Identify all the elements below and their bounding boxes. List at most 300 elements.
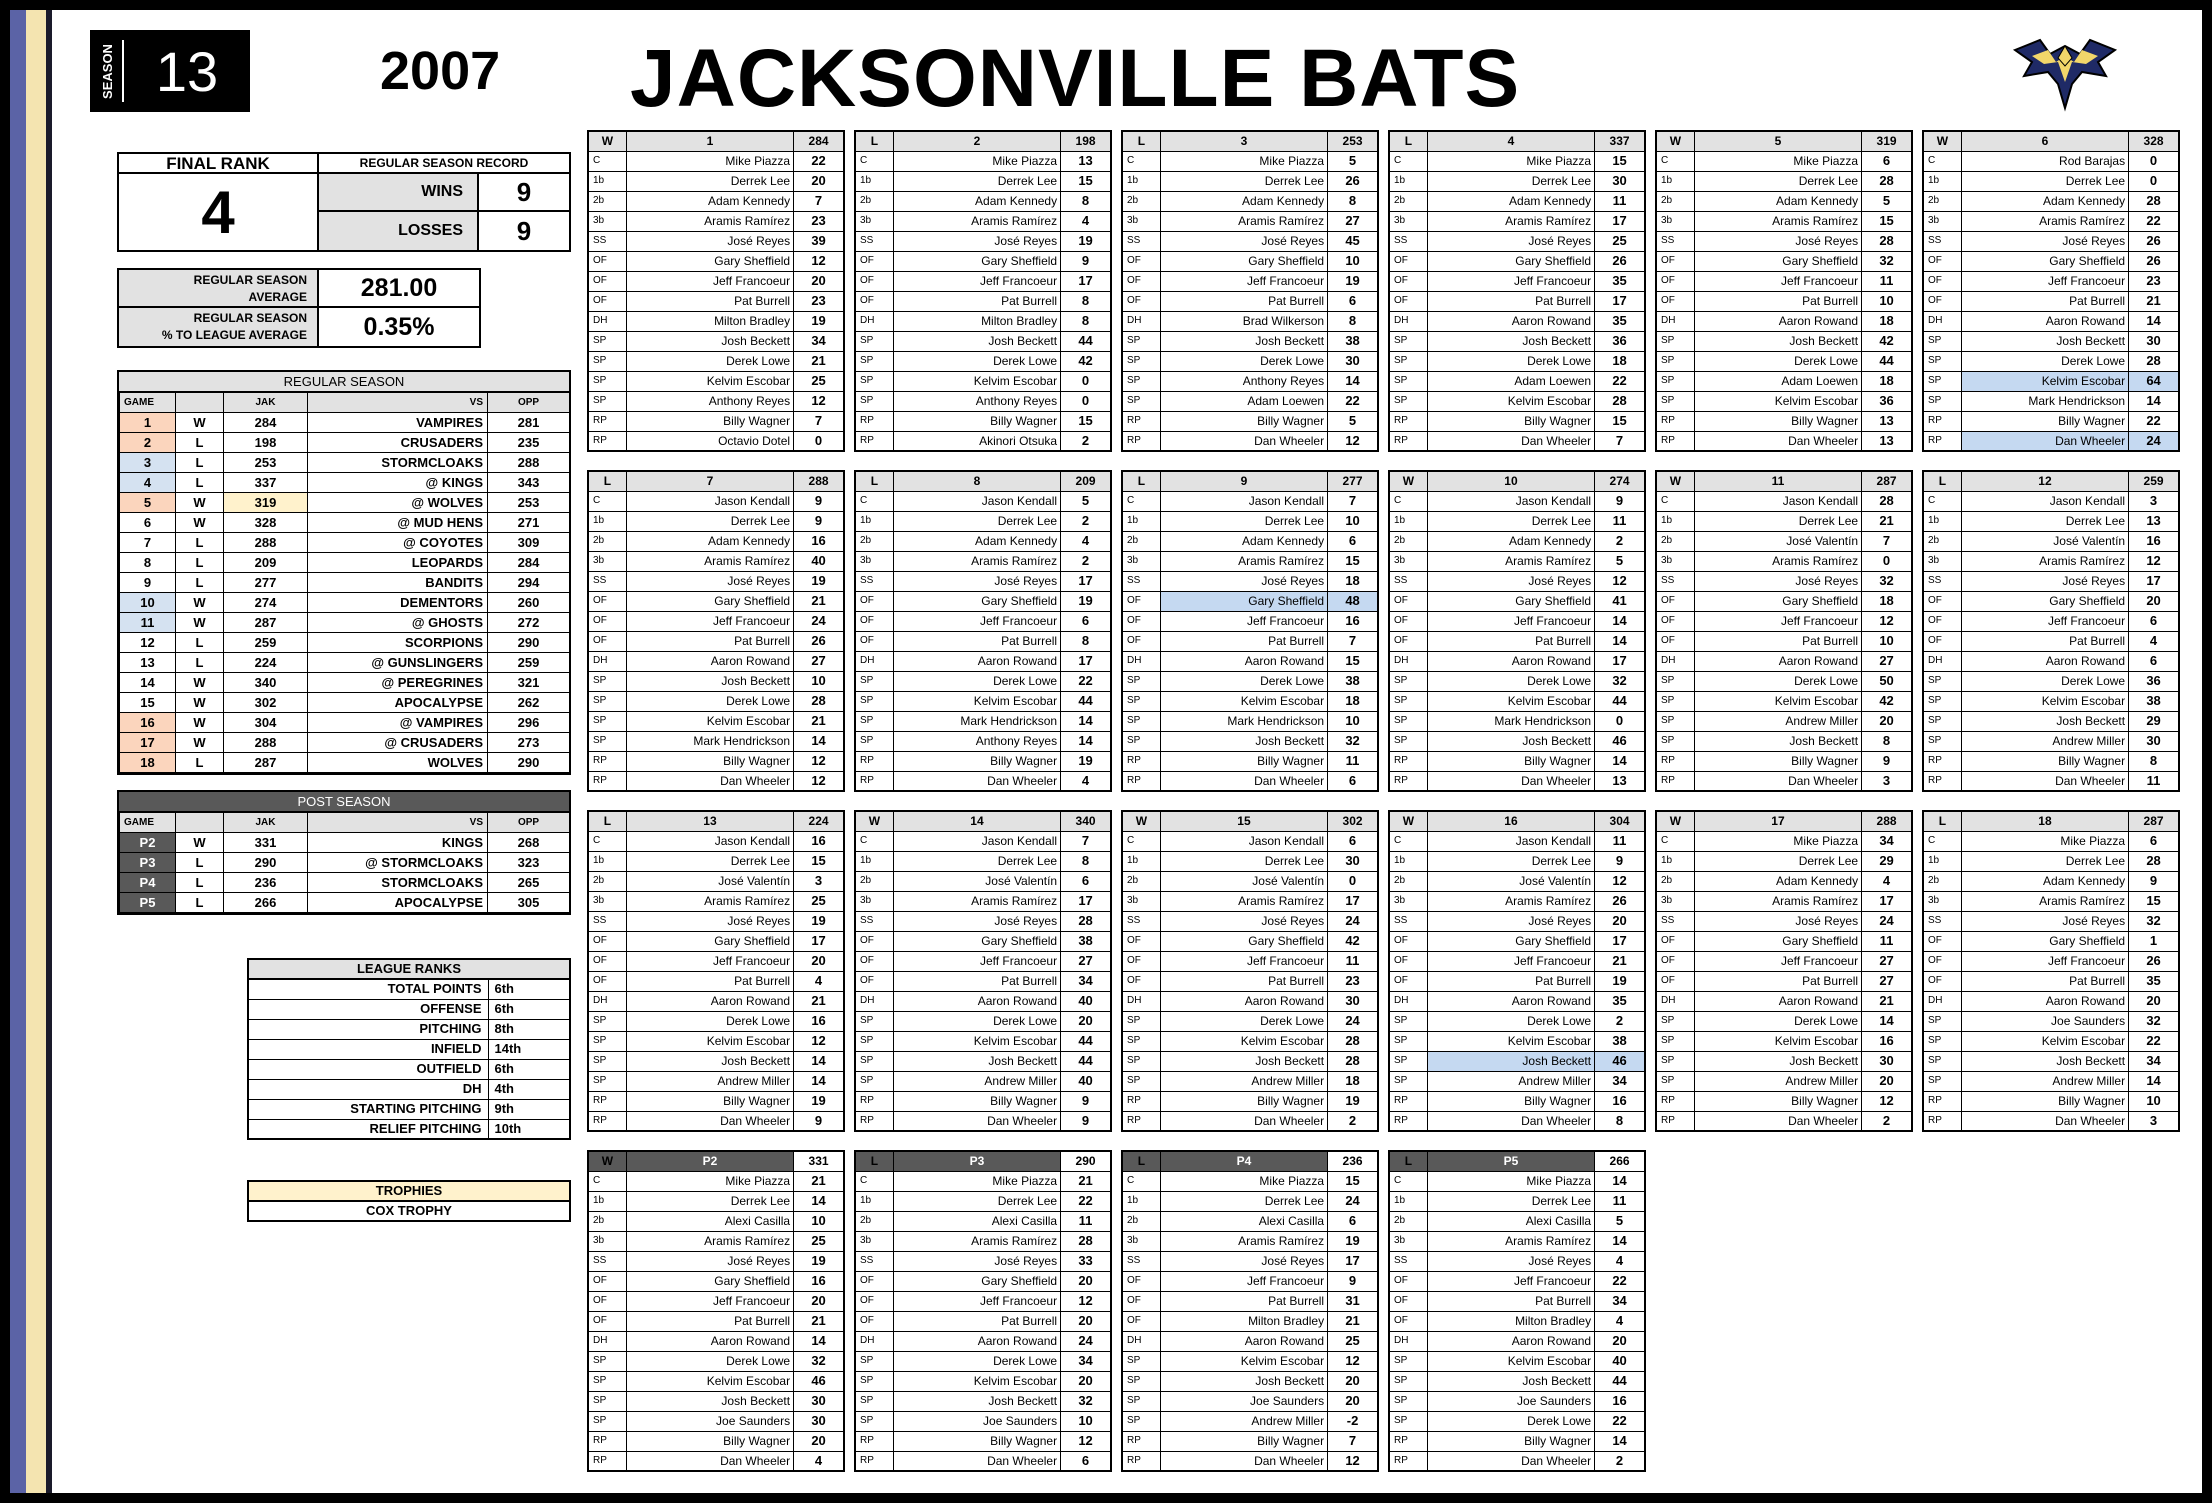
player-name: Derek Lowe xyxy=(1427,671,1594,691)
player-score: 3 xyxy=(2129,1111,2179,1131)
player-name: Anthony Reyes xyxy=(893,391,1060,411)
player-name: Derrek Lee xyxy=(1694,171,1861,191)
player-score: 9 xyxy=(794,1111,844,1131)
player-name: Josh Beckett xyxy=(1961,1051,2128,1071)
player-score: 5 xyxy=(1862,191,1912,211)
player-score: 16 xyxy=(794,1271,844,1291)
season-number: 13 xyxy=(155,39,219,103)
player-position: SS xyxy=(855,231,893,251)
box-result: W xyxy=(1389,811,1427,831)
player-score: 1 xyxy=(2129,931,2179,951)
player-row xyxy=(1389,611,1645,631)
player-name: Anthony Reyes xyxy=(1160,371,1327,391)
player-score: 21 xyxy=(794,351,844,371)
player-position: SS xyxy=(1122,571,1160,591)
player-row xyxy=(855,1051,1111,1071)
player-position: SP xyxy=(855,711,893,731)
player-row xyxy=(588,851,844,871)
player-row xyxy=(588,711,844,731)
player-position: 1b xyxy=(855,511,893,531)
player-name: Billy Wagner xyxy=(893,411,1060,431)
player-row xyxy=(1389,1411,1645,1431)
player-position: C xyxy=(588,1171,626,1191)
player-position: OF xyxy=(1656,611,1694,631)
player-name: Derrek Lee xyxy=(1427,511,1594,531)
box-game-number: 5 xyxy=(1694,131,1861,151)
jak-score: 198 xyxy=(224,433,308,453)
player-score: 8 xyxy=(1061,191,1111,211)
player-name: Dan Wheeler xyxy=(1961,771,2128,791)
opp-score: 268 xyxy=(488,833,570,853)
player-position: RP xyxy=(1656,431,1694,451)
box-game-number: 12 xyxy=(1961,471,2128,491)
player-score: 14 xyxy=(1595,751,1645,771)
player-row xyxy=(1923,1051,2179,1071)
player-position: DH xyxy=(1923,651,1961,671)
player-score: 0 xyxy=(2129,171,2179,191)
player-score: 0 xyxy=(1328,871,1378,891)
player-position: SS xyxy=(1656,911,1694,931)
schedule-row xyxy=(120,733,570,753)
box-score-header xyxy=(855,811,1111,831)
player-row xyxy=(1389,1451,1645,1471)
player-row xyxy=(1389,251,1645,271)
box-score-header xyxy=(1389,1151,1645,1171)
box-score-header xyxy=(1122,131,1378,151)
player-position: SP xyxy=(588,1391,626,1411)
player-name: José Reyes xyxy=(1694,571,1861,591)
player-position: DH xyxy=(1656,651,1694,671)
trophies-table xyxy=(247,1180,571,1222)
player-score: 6 xyxy=(2129,651,2179,671)
player-score: 40 xyxy=(1595,1351,1645,1371)
player-name: Akinori Otsuka xyxy=(893,431,1060,451)
player-name: Mike Piazza xyxy=(1961,831,2128,851)
player-score: 50 xyxy=(1862,671,1912,691)
player-name: Gary Sheffield xyxy=(1427,591,1594,611)
player-position: SP xyxy=(1923,331,1961,351)
player-name: Mark Hendrickson xyxy=(1961,391,2128,411)
player-position: OF xyxy=(1656,591,1694,611)
player-name: Aramis Ramírez xyxy=(1694,211,1861,231)
box-result: L xyxy=(855,131,893,151)
player-position: RP xyxy=(1923,411,1961,431)
player-name: Jeff Francoeur xyxy=(893,611,1060,631)
player-name: Mike Piazza xyxy=(626,151,793,171)
league-rank-value: 14th xyxy=(488,1039,570,1059)
player-score: 25 xyxy=(794,371,844,391)
player-name: Dan Wheeler xyxy=(1961,431,2128,451)
player-row xyxy=(855,971,1111,991)
player-position: OF xyxy=(1923,611,1961,631)
player-row xyxy=(1389,351,1645,371)
player-score: 27 xyxy=(1862,951,1912,971)
game-result: L xyxy=(176,653,224,673)
schedule-row xyxy=(120,413,570,433)
player-row xyxy=(1656,531,1912,551)
opp-score: 296 xyxy=(488,713,570,733)
player-score: 20 xyxy=(1061,1011,1111,1031)
player-name: Jeff Francoeur xyxy=(1694,951,1861,971)
box-total: 302 xyxy=(1328,811,1378,831)
player-position: 3b xyxy=(1656,551,1694,571)
player-row xyxy=(855,1071,1111,1091)
player-position: DH xyxy=(1389,651,1427,671)
player-name: Pat Burrell xyxy=(1961,971,2128,991)
player-name: Derek Lowe xyxy=(626,1351,793,1371)
player-row xyxy=(1122,1251,1378,1271)
box-result: W xyxy=(1656,131,1694,151)
player-position: SP xyxy=(588,711,626,731)
box-game-number: 13 xyxy=(626,811,793,831)
player-score: 16 xyxy=(1595,1091,1645,1111)
player-position: DH xyxy=(588,651,626,671)
player-position: RP xyxy=(1923,751,1961,771)
schedule-row xyxy=(120,533,570,553)
player-position: 1b xyxy=(588,171,626,191)
player-score: 10 xyxy=(1061,1411,1111,1431)
box-total: 277 xyxy=(1328,471,1378,491)
player-row xyxy=(588,1011,844,1031)
player-name: Billy Wagner xyxy=(1694,1091,1861,1111)
player-score: 24 xyxy=(1328,1011,1378,1031)
player-score: 40 xyxy=(1061,1071,1111,1091)
schedule-row xyxy=(120,633,570,653)
schedule-col-header: JAK xyxy=(224,813,308,833)
player-score: 22 xyxy=(794,151,844,171)
player-score: 13 xyxy=(1862,411,1912,431)
player-name: Jeff Francoeur xyxy=(1694,271,1861,291)
box-game-number: 11 xyxy=(1694,471,1861,491)
player-row xyxy=(588,311,844,331)
player-row xyxy=(855,551,1111,571)
player-score: 4 xyxy=(1595,1251,1645,1271)
schedule-row xyxy=(120,653,570,673)
player-name: Octavio Dotel xyxy=(626,431,793,451)
player-name: Aramis Ramírez xyxy=(1694,891,1861,911)
player-name: Jeff Francoeur xyxy=(1160,271,1327,291)
player-score: 14 xyxy=(794,731,844,751)
player-row xyxy=(1122,271,1378,291)
player-position: 3b xyxy=(588,1231,626,1251)
player-position: SP xyxy=(588,691,626,711)
player-name: Dan Wheeler xyxy=(1694,431,1861,451)
player-row xyxy=(855,1271,1111,1291)
player-name: Brad Wilkerson xyxy=(1160,311,1327,331)
player-name: Derrek Lee xyxy=(1427,851,1594,871)
player-position: SP xyxy=(1923,1051,1961,1071)
player-score: 17 xyxy=(1595,651,1645,671)
player-row xyxy=(1656,331,1912,351)
player-position: C xyxy=(1389,491,1427,511)
player-position: SS xyxy=(588,911,626,931)
player-score: 20 xyxy=(794,1291,844,1311)
player-name: Mike Piazza xyxy=(626,1171,793,1191)
player-name: Pat Burrell xyxy=(626,291,793,311)
player-row xyxy=(1389,1271,1645,1291)
player-name: Anthony Reyes xyxy=(893,731,1060,751)
player-row xyxy=(1122,1431,1378,1451)
player-position: SP xyxy=(1656,371,1694,391)
player-score: 15 xyxy=(2129,891,2179,911)
player-name: Jason Kendall xyxy=(1427,831,1594,851)
player-score: 28 xyxy=(2129,351,2179,371)
player-score: 15 xyxy=(1061,411,1111,431)
player-row xyxy=(588,191,844,211)
box-total: 266 xyxy=(1595,1151,1645,1171)
opp-score: 323 xyxy=(488,853,570,873)
opponent: @ VAMPIRES xyxy=(308,713,488,733)
league-rank-value: 6th xyxy=(488,999,570,1019)
player-score: 9 xyxy=(1328,1271,1378,1291)
box-score-header xyxy=(855,131,1111,151)
player-name: Aramis Ramírez xyxy=(1160,1231,1327,1251)
game-result: L xyxy=(176,533,224,553)
player-row xyxy=(1122,931,1378,951)
player-position: 1b xyxy=(1923,511,1961,531)
player-row xyxy=(588,151,844,171)
box-score-header xyxy=(1923,131,2179,151)
player-position: C xyxy=(1122,831,1160,851)
player-row xyxy=(1122,1411,1378,1431)
player-row xyxy=(1122,1391,1378,1411)
player-score: 15 xyxy=(1328,651,1378,671)
player-row xyxy=(1923,871,2179,891)
player-position: OF xyxy=(1923,251,1961,271)
player-score: 11 xyxy=(1595,831,1645,851)
opponent: STORMCLOAKS xyxy=(308,453,488,473)
player-name: Dan Wheeler xyxy=(893,771,1060,791)
player-score: 26 xyxy=(794,631,844,651)
player-score: 19 xyxy=(1328,271,1378,291)
player-name: Derek Lowe xyxy=(1427,1011,1594,1031)
player-row xyxy=(1389,491,1645,511)
player-score: 44 xyxy=(1595,691,1645,711)
player-score: 28 xyxy=(1061,911,1111,931)
player-row xyxy=(1923,611,2179,631)
player-row xyxy=(1656,651,1912,671)
schedule-row xyxy=(120,593,570,613)
player-name: Josh Beckett xyxy=(1961,331,2128,351)
jak-score: 236 xyxy=(224,873,308,893)
player-row xyxy=(588,1431,844,1451)
jak-score: 331 xyxy=(224,833,308,853)
player-row xyxy=(1923,151,2179,171)
player-row xyxy=(1656,611,1912,631)
player-name: Derrek Lee xyxy=(1160,511,1327,531)
player-score: 26 xyxy=(2129,251,2179,271)
player-position: DH xyxy=(1656,311,1694,331)
player-row xyxy=(588,1271,844,1291)
player-row xyxy=(1923,311,2179,331)
losses-label: LOSSES xyxy=(319,212,479,250)
player-score: 25 xyxy=(1595,231,1645,251)
player-name: Billy Wagner xyxy=(1961,411,2128,431)
jak-score: 288 xyxy=(224,533,308,553)
player-position: 1b xyxy=(1389,511,1427,531)
player-row xyxy=(1122,371,1378,391)
player-name: Derrek Lee xyxy=(626,511,793,531)
player-position: RP xyxy=(855,1091,893,1111)
player-row xyxy=(1389,391,1645,411)
player-name: José Reyes xyxy=(626,231,793,251)
player-name: Aramis Ramírez xyxy=(1160,211,1327,231)
player-position: RP xyxy=(588,1431,626,1451)
player-row xyxy=(588,551,844,571)
player-name: Gary Sheffield xyxy=(893,251,1060,271)
box-total: 337 xyxy=(1595,131,1645,151)
player-position: SP xyxy=(855,1371,893,1391)
player-name: Mike Piazza xyxy=(893,1171,1060,1191)
player-position: SP xyxy=(588,671,626,691)
player-position: SS xyxy=(1122,1251,1160,1271)
player-row xyxy=(1923,711,2179,731)
player-name: Joe Saunders xyxy=(626,1411,793,1431)
player-row xyxy=(855,711,1111,731)
player-position: OF xyxy=(1389,251,1427,271)
box-score-game-8 xyxy=(854,470,1112,792)
player-score: 13 xyxy=(1061,151,1111,171)
player-position: SP xyxy=(588,331,626,351)
player-name: José Valentín xyxy=(893,871,1060,891)
post-season-table xyxy=(117,790,571,915)
player-score: 39 xyxy=(794,231,844,251)
player-position: OF xyxy=(1122,251,1160,271)
player-name: José Reyes xyxy=(1427,231,1594,251)
player-name: Gary Sheffield xyxy=(626,591,793,611)
player-position: 2b xyxy=(855,871,893,891)
player-position: 3b xyxy=(1122,211,1160,231)
player-score: 2 xyxy=(1595,1011,1645,1031)
player-row xyxy=(1122,1311,1378,1331)
player-score: 6 xyxy=(1862,151,1912,171)
player-name: Aramis Ramírez xyxy=(1160,551,1327,571)
player-score: 10 xyxy=(794,1211,844,1231)
player-score: 14 xyxy=(2129,391,2179,411)
player-position: 2b xyxy=(855,531,893,551)
player-position: RP xyxy=(1389,1091,1427,1111)
player-score: 11 xyxy=(1862,271,1912,291)
game-result: W xyxy=(176,713,224,733)
player-row xyxy=(1122,191,1378,211)
box-score-header xyxy=(855,1151,1111,1171)
player-position: 3b xyxy=(588,211,626,231)
player-score: 17 xyxy=(1862,891,1912,911)
player-row xyxy=(1389,1011,1645,1031)
player-position: RP xyxy=(588,1451,626,1471)
player-position: OF xyxy=(855,1291,893,1311)
player-row xyxy=(1656,571,1912,591)
player-position: RP xyxy=(1389,1111,1427,1131)
player-row xyxy=(1389,1291,1645,1311)
player-score: 14 xyxy=(794,1051,844,1071)
player-name: Derrek Lee xyxy=(893,171,1060,191)
player-name: Aaron Rowand xyxy=(1694,311,1861,331)
player-score: 17 xyxy=(1595,291,1645,311)
player-score: 40 xyxy=(794,551,844,571)
player-score: 18 xyxy=(1862,591,1912,611)
opp-score: 273 xyxy=(488,733,570,753)
player-name: Aaron Rowand xyxy=(1961,311,2128,331)
player-row xyxy=(1923,371,2179,391)
player-position: OF xyxy=(1923,631,1961,651)
schedule-col-header xyxy=(176,813,224,833)
player-row xyxy=(855,871,1111,891)
player-position: C xyxy=(1389,831,1427,851)
player-score: 22 xyxy=(2129,211,2179,231)
player-position: DH xyxy=(1122,651,1160,671)
player-score: 17 xyxy=(1061,651,1111,671)
player-position: 2b xyxy=(1389,191,1427,211)
player-score: 4 xyxy=(1061,211,1111,231)
player-position: SP xyxy=(1656,351,1694,371)
player-name: Kelvim Escobar xyxy=(1160,691,1327,711)
jak-score: 340 xyxy=(224,673,308,693)
player-position: C xyxy=(1923,491,1961,511)
player-score: 12 xyxy=(794,391,844,411)
jak-score: 288 xyxy=(224,733,308,753)
player-name: Dan Wheeler xyxy=(1160,771,1327,791)
box-total: 331 xyxy=(794,1151,844,1171)
player-position: SS xyxy=(588,1251,626,1271)
game-number: 5 xyxy=(120,493,176,513)
player-name: Aaron Rowand xyxy=(893,651,1060,671)
player-position: RP xyxy=(1389,751,1427,771)
player-row xyxy=(855,1431,1111,1451)
player-score: 25 xyxy=(1328,1331,1378,1351)
jak-score: 277 xyxy=(224,573,308,593)
player-row xyxy=(1122,1271,1378,1291)
player-row xyxy=(1389,1431,1645,1451)
player-row xyxy=(1656,511,1912,531)
schedule-row xyxy=(120,493,570,513)
player-position: OF xyxy=(1389,1291,1427,1311)
player-row xyxy=(1122,871,1378,891)
opp-score: 294 xyxy=(488,573,570,593)
player-row xyxy=(1923,671,2179,691)
player-position: SP xyxy=(1122,1391,1160,1411)
player-score: 27 xyxy=(1862,651,1912,671)
player-row xyxy=(1389,1331,1645,1351)
league-rank-label: DH xyxy=(248,1079,488,1099)
player-score: 10 xyxy=(1328,511,1378,531)
player-position: SS xyxy=(855,1251,893,1271)
player-score: 35 xyxy=(1595,991,1645,1011)
game-result: L xyxy=(176,873,224,893)
player-name: Kelvim Escobar xyxy=(893,691,1060,711)
player-score: 21 xyxy=(1328,1311,1378,1331)
player-score: 10 xyxy=(1328,251,1378,271)
player-position: 1b xyxy=(1923,171,1961,191)
player-position: SP xyxy=(1122,1051,1160,1071)
player-position: SP xyxy=(1923,351,1961,371)
league-rank-row xyxy=(248,1019,570,1039)
player-name: Dan Wheeler xyxy=(626,1111,793,1131)
box-score-game-12 xyxy=(1922,470,2180,792)
player-name: Andrew Miller xyxy=(626,1071,793,1091)
player-name: Adam Kennedy xyxy=(1427,191,1594,211)
player-score: 10 xyxy=(2129,1091,2179,1111)
player-name: Andrew Miller xyxy=(1427,1071,1594,1091)
player-row xyxy=(1389,531,1645,551)
player-score: 44 xyxy=(1061,1031,1111,1051)
player-row xyxy=(855,491,1111,511)
player-row xyxy=(855,1371,1111,1391)
player-score: 14 xyxy=(1595,1231,1645,1251)
player-row xyxy=(1389,571,1645,591)
player-name: Dan Wheeler xyxy=(626,1451,793,1471)
player-position: SP xyxy=(588,1031,626,1051)
